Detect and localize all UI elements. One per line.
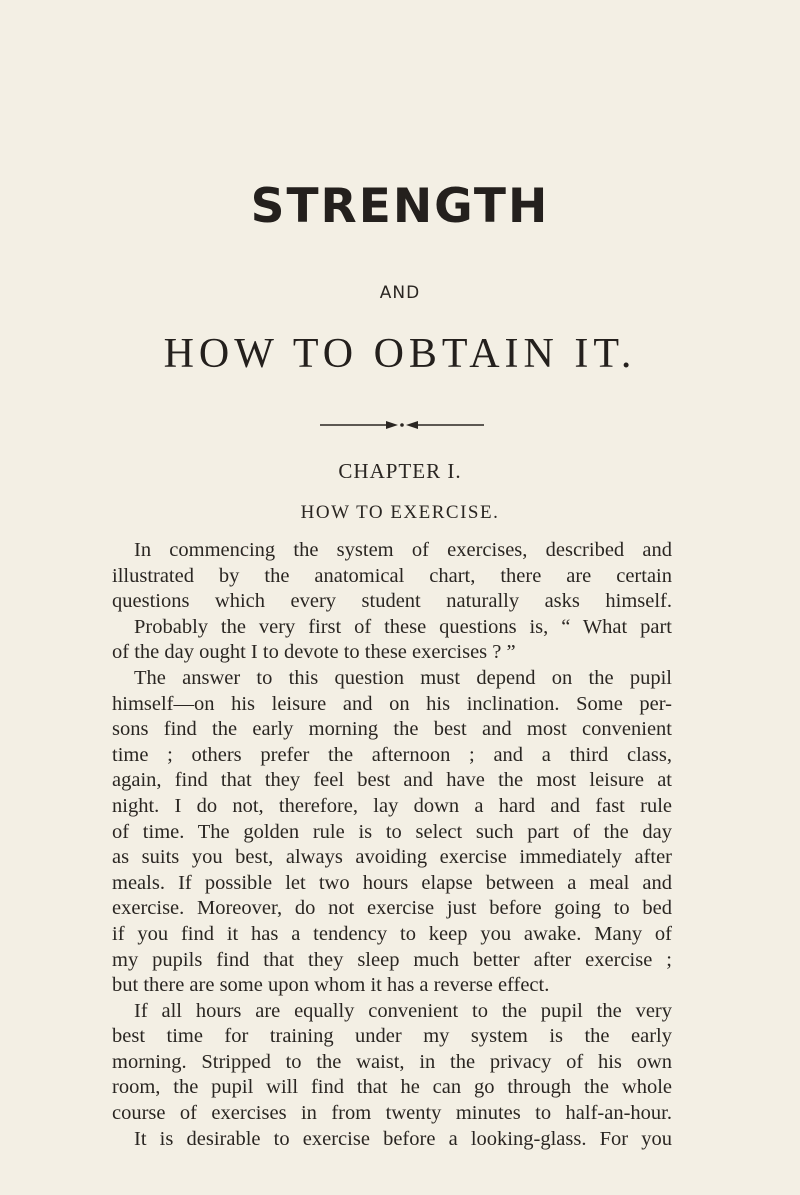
- text-line: of time. The golden rule is to select such part of the day: [112, 820, 672, 843]
- ornament-divider: [320, 418, 484, 432]
- text-line: my pupils find that they sleep much better after exercise ;: [112, 948, 672, 971]
- chapter-number: CHAPTER I.: [338, 459, 462, 483]
- title-conjunction: AND: [379, 283, 421, 303]
- text-line: It is desirable to exercise before a looking-glass. For you: [134, 1127, 672, 1150]
- text-line: course of exercises in from twenty minutes to half-an-hour.: [112, 1102, 672, 1125]
- text-line: again, find that they feel best and have the most leisure at: [112, 769, 672, 792]
- text-line: himself—on his leisure and on his inclination. Some per-: [112, 692, 672, 715]
- body-text: [112, 538, 672, 1152]
- text-line: questions which every student naturally asks himself.: [112, 590, 672, 613]
- text-line: Probably the very first of these questions is, “ What part: [134, 615, 672, 638]
- book-subtitle: HOW TO OBTAIN IT.: [163, 331, 637, 377]
- text-line: The answer to this question must depend on the pupil: [134, 666, 672, 689]
- text-line: best time for training under my system is the early: [112, 1025, 672, 1048]
- text-line: meals. If possible let two hours elapse between a meal and: [112, 871, 672, 894]
- text-line: sons find the early morning the best and most convenient: [112, 718, 672, 741]
- text-line: if you find it has a tendency to keep you awake. Many of: [112, 922, 672, 945]
- text-line: as suits you best, always avoiding exercise immediately after: [112, 846, 672, 869]
- text-line: morning. Stripped to the waist, in the privacy of his own: [112, 1050, 672, 1073]
- text-line: In commencing the system of exercises, described and: [134, 539, 672, 561]
- text-line: illustrated by the anatomical chart, there are certain: [112, 564, 672, 587]
- text-line: time ; others prefer the afternoon ; and a third class,: [112, 743, 672, 766]
- text-line: exercise. Moreover, do not exercise just before going to bed: [112, 897, 672, 920]
- text-line: but there are some upon whom it has a reverse effect.: [112, 974, 550, 997]
- text-line: If all hours are equally convenient to the pupil the very: [134, 999, 672, 1022]
- text-line: night. I do not, therefore, lay down a hard and fast rule: [112, 794, 672, 817]
- chapter-heading: HOW TO EXERCISE.: [300, 502, 500, 523]
- text-line: room, the pupil will find that he can go through the whole: [112, 1076, 672, 1099]
- text-line: of the day ought I to devote to these exercises ? ”: [112, 641, 516, 664]
- book-title: STRENGTH: [250, 179, 550, 234]
